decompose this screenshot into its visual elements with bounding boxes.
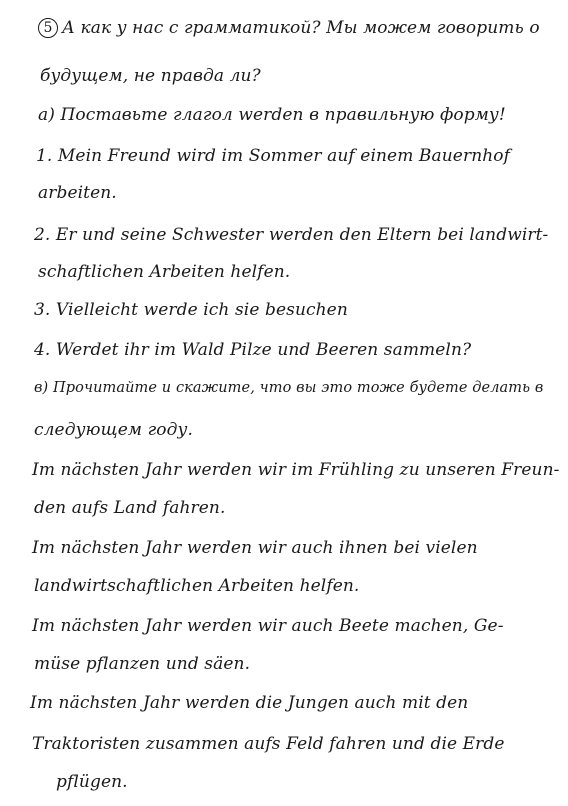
exercise-heading-line — [38, 18, 540, 38]
answer-line-3: 3. Vielleicht werde ich sie besuchen — [34, 300, 348, 320]
task-b-instruction-continuation: следующем году. — [34, 420, 193, 440]
task-number-badge: 5 — [38, 18, 58, 38]
sentence-3: Im nächsten Jahr werden wir auch Beete machen, Ge- — [32, 616, 504, 636]
sentence-4: Im nächsten Jahr werden die Jungen auch mit den — [30, 693, 469, 713]
exercise-heading-continuation: будущем, не правда ли? — [40, 66, 261, 86]
answer-line-2: 2. Er und seine Schwester werden den Eltern bei landwirt- — [34, 225, 549, 245]
answer-line-1: 1. Mein Freund wird im Sommer auf einem Bauernhof — [36, 146, 511, 166]
sentence-1: Im nächsten Jahr werden wir im Frühling zu unseren Freun- — [32, 460, 560, 480]
exercise-heading-text: А как у нас с грамматикой? Мы можем говорить о — [62, 18, 540, 38]
answer-line-4: 4. Werdet ihr im Wald Pilze und Beeren sammeln? — [34, 340, 472, 360]
sentence-4-line-3: pflügen. — [56, 772, 128, 792]
sentence-3-continuation: müse pflanzen und säen. — [34, 654, 251, 674]
sentence-2-continuation: landwirtschaftlichen Arbeiten helfen. — [34, 576, 360, 596]
sentence-4-line-2: Traktoristen zusammen aufs Feld fahren und die Erde — [32, 734, 505, 754]
sentence-1-continuation: den aufs Land fahren. — [34, 498, 226, 518]
answer-line-1-continuation: arbeiten. — [38, 183, 117, 203]
task-b-instruction: в) Прочитайте и скажите, что вы это тоже будете делать в — [34, 380, 544, 396]
task-a-instruction: а) Поставьте глагол werden в правильную форму! — [38, 105, 506, 125]
answer-line-2-continuation: schaftlichen Arbeiten helfen. — [38, 262, 291, 282]
sentence-2: Im nächsten Jahr werden wir auch ihnen bei vielen — [32, 538, 478, 558]
